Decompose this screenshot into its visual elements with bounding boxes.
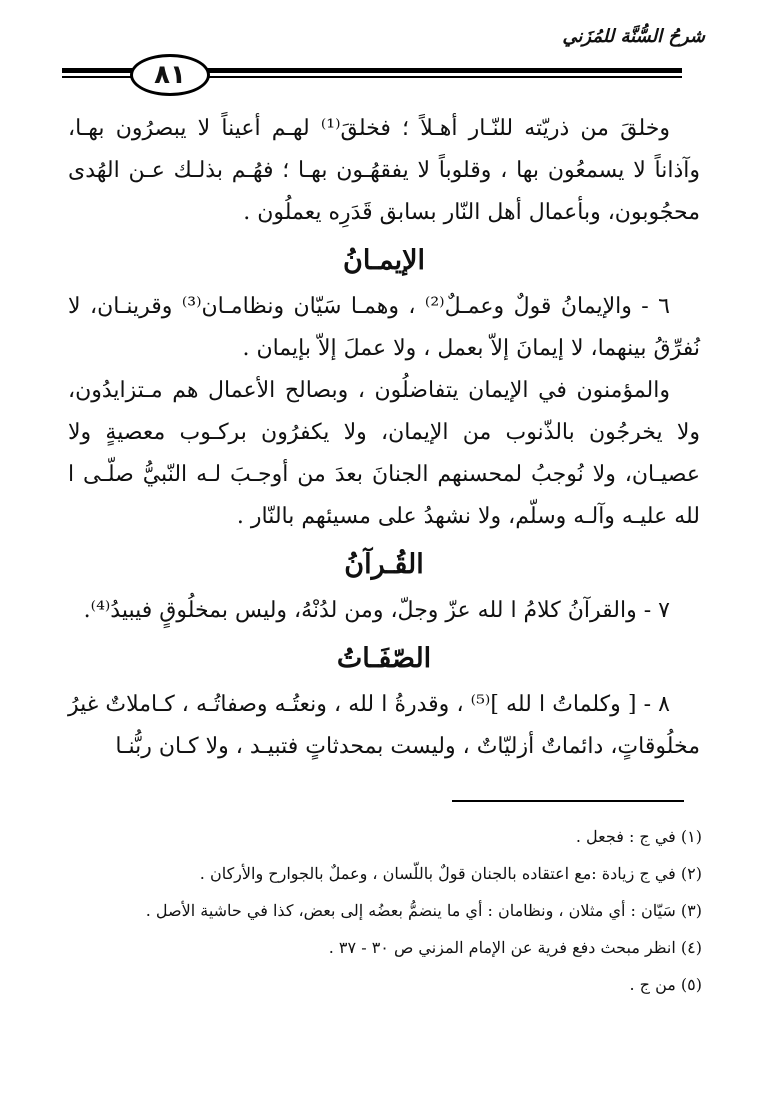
heading-sifat: الصّفَـاتُ xyxy=(336,643,432,674)
running-title: شرحُ السُّنَّة للمُزَني xyxy=(562,26,705,47)
footnote-5: (٥) من ج . xyxy=(629,975,702,994)
footnote-3: (٣) سَيّان : أي مثلان ، ونظامان : أي ما ينضمُّ بعضُه إلى بعض، كذا في حاشية الأصل . xyxy=(145,901,702,920)
paragraph-6: ٦ - والإيمانُ قولٌ وعمـلٌ⁽²⁾ ، وهمـا سَيّان ونظامـان⁽³⁾ وقرينـان، لا نُفرِّقُ بينهما، لا إيمانَ إلاّ بعمل ، ولا عملَ إلاّ بإيمان . xyxy=(68,294,700,361)
paragraph-8: ٨ - [ وكلماتُ ا لله ]⁽⁵⁾ ، وقدرةُ ا لله ، ونعتُـه وصفاتُـه ، كـاملاتٌ غيرُ مخلُوقاتٍ، دائماتٌ أزليّاتٌ ، وليست بمحدثاتٍ فتبيـد ، ولا كـان ربُّنـا xyxy=(68,692,700,759)
page-number: ٨١ xyxy=(130,54,210,96)
paragraph-believers: والمؤمنون في الإيمان يتفاضلُون ، وبصالح الأعمال هم مـتزايدُون، ولا يخرجُون بالذّنوب من الإيمان، ولا يكفرُون بركـوب معصيةٍ ولا عصيـان، ولا نُوجبُ لمحسنهم الجنانَ بعدَ من أوجـبَ لـه النّبيُّ صلّـى ا لله عليـه وآلـه وسلّم، ولا نشهدُ على مسيئهم بالنّار . xyxy=(68,378,700,529)
footnote-2: (٢) في ج زيادة :مع اعتقاده بالجنان قولٌ باللّسان ، وعملٌ بالجوارح والأركان . xyxy=(199,864,702,883)
heading-quran: القُـرآنُ xyxy=(344,549,424,580)
paragraph-creation: وخلقَ من ذريّته للنّـار أهـلاً ؛ فخلقَ⁽¹⁾ لهـم أعيناً لا يبصرُون بهـا، وآذاناً لا يسمعُون بها ، وقلوباً لا يفقهُـون بهـا ؛ فهُـم بذلـك عـن الهُدى محجُوبون، وبأعمال أهل النّار بسابق قَدَرِه يعملُون . xyxy=(68,116,700,225)
footnote-4: (٤) انظر مبحث دفع فرية عن الإمام المزني ص ٣٠ - ٣٧ . xyxy=(328,938,702,957)
footnote-separator xyxy=(452,800,684,802)
paragraph-7: ٧ - والقرآنُ كلامُ ا لله عزّ وجلّ، ومن لدُنْهُ، وليس بمخلُوقٍ فيبيدُ⁽⁴⁾. xyxy=(83,598,670,623)
footnote-1: (١) في ج : فجعل . xyxy=(575,827,702,846)
main-text xyxy=(68,108,700,768)
footnotes xyxy=(120,818,702,1003)
heading-iman: الإيمـانُ xyxy=(343,245,425,276)
